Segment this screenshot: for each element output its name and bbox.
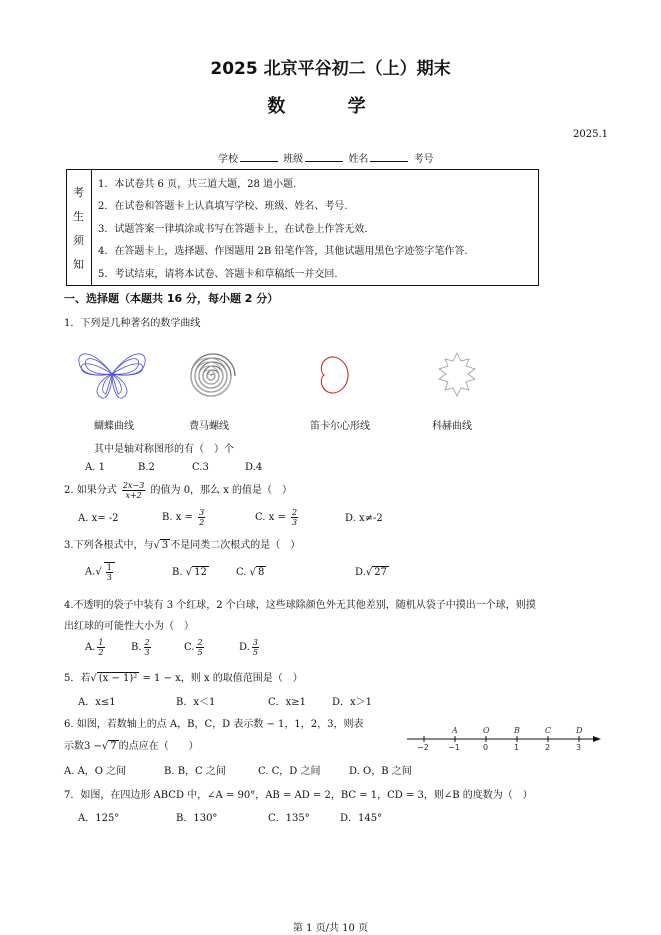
id-label: 考号 <box>413 154 434 165</box>
answer-option[interactable] <box>239 638 261 657</box>
q5-post: = 1 − x，则 x 的取值范围是（ ） <box>139 673 303 684</box>
subject-title: 数 学 <box>267 96 394 117</box>
answer-option[interactable]: D. O，B 之间 <box>349 766 412 777</box>
axis-tick-label: 1 <box>514 743 520 752</box>
answer-option[interactable]: C．x≥1 <box>268 697 307 708</box>
option-fraction <box>252 638 259 657</box>
q6-line1: 6. 如图，若数轴上的点 A，B，C，D 表示数 − 1，1，2，3，则表 <box>64 719 364 730</box>
axis-tick-label: 2 <box>545 743 551 752</box>
q2-pre: 2. 如果分式 <box>64 485 117 496</box>
spiral-icon <box>191 354 235 396</box>
class-blank[interactable] <box>305 151 343 162</box>
answer-option[interactable]: C. C，D 之间 <box>258 766 321 777</box>
answer-option[interactable] <box>355 567 389 578</box>
notice-item: 3．试题答案一律填涂或书写在答题卡上，在试卷上作答无效. <box>98 224 368 235</box>
answer-option[interactable]: D.4 <box>245 462 263 473</box>
fraction-numerator: 2 <box>144 638 150 647</box>
axis-tick-label: −1 <box>448 743 460 752</box>
butterfly-icon <box>79 354 145 398</box>
axis-point-label: B <box>514 726 520 735</box>
option-fraction <box>196 638 203 657</box>
section-title: 一、选择题（本题共 16 分，每小题 2 分） <box>64 292 279 305</box>
figure-caption: 费马螺线 <box>189 421 229 432</box>
q1-question: 其中是轴对称图形的有（ ）个 <box>94 444 234 455</box>
notice-label-char: 考 <box>73 186 84 199</box>
option-label: B. <box>172 567 183 578</box>
page-footer: 第 1 页/共 10 页 <box>292 923 369 934</box>
notice-item: 1．本试卷共 6 页，共三道大题，28 道小题. <box>98 179 297 190</box>
sqrt-expression: √ 12 <box>185 567 207 578</box>
answer-option[interactable] <box>236 567 266 578</box>
q6-line2 <box>64 737 199 752</box>
notice-item: 5．考试结束，请将本试卷、答题卡和草稿纸一并交回. <box>98 269 338 280</box>
fraction-denominator: 2 <box>98 648 104 657</box>
school-label: 学校 <box>218 154 238 165</box>
answer-option[interactable] <box>184 638 206 657</box>
sqrt-expression: √ 27 <box>365 567 387 578</box>
q3-stem <box>64 536 300 551</box>
axis-tick-label: 3 <box>576 743 582 752</box>
notice-label-char: 须 <box>73 234 84 247</box>
fraction-denominator: 3 <box>292 518 298 527</box>
answer-option[interactable] <box>131 638 153 657</box>
sqrt-expression: √ (x − 1)² <box>90 673 138 684</box>
q5-stem <box>64 669 303 684</box>
option-label: C. <box>184 642 195 653</box>
q2-stem <box>64 481 292 500</box>
option-label: A. <box>85 566 96 578</box>
name-blank[interactable] <box>370 151 408 162</box>
sqrt-expression: √ $\frac{1}{3}$ <box>95 562 116 582</box>
sqrt-expression: √ 3 <box>153 540 169 551</box>
student-info-line <box>218 150 434 165</box>
fraction-numerator: 3 <box>199 508 205 517</box>
q2-post: 的值为 0，那么 x 的值是（ ） <box>150 485 293 496</box>
axis-point-label: A <box>452 726 458 735</box>
fraction-denominator: 2 <box>199 518 205 527</box>
answer-option[interactable] <box>255 508 300 527</box>
exam-date: 2025.1 <box>573 129 608 140</box>
notice-label-char: 生 <box>73 210 84 223</box>
fraction-denominator: 5 <box>252 648 258 657</box>
fraction-numerator: 1 <box>106 563 112 572</box>
answer-option[interactable]: D. x≠-2 <box>345 513 383 524</box>
q4-line1: 4.不透明的袋子中装有 3 个红球，2 个白球，这些球除颜色外无其他差别，随机从袋子中摸出一个球，则摸 <box>64 600 536 611</box>
fraction-denominator: 3 <box>106 573 112 582</box>
answer-option[interactable]: A．125° <box>78 813 120 824</box>
option-label: D. <box>355 567 366 578</box>
answer-option[interactable]: B.2 <box>138 462 155 473</box>
figure-caption: 笛卡尔心形线 <box>310 421 370 432</box>
class-label: 班级 <box>283 154 304 165</box>
cardioid-figure <box>318 352 358 398</box>
exam-title: 2025 北京平谷初二（上）期末 <box>210 59 451 79</box>
fraction-numerator: 3 <box>252 638 258 647</box>
q2-fraction <box>122 481 145 500</box>
sqrt-expression: √ 7 <box>101 741 117 752</box>
q7-stem: 7．如图，在四边形 ABCD 中，∠A = 90°，AB = AD = 2，BC = 1，CD = 3，则∠B 的度数为（ ） <box>64 790 533 801</box>
arrow-right-icon <box>593 736 601 742</box>
option-label: C. <box>236 567 247 578</box>
fraction-denominator: 3 <box>144 648 150 657</box>
axis-tick-label: 0 <box>483 743 489 752</box>
notice-item: 4．在答题卡上，选择题、作图题用 2B 铅笔作答，其他试题用黑色字迹签字笔作答. <box>98 246 468 257</box>
figure-caption: 科赫曲线 <box>432 421 472 432</box>
fraction-numerator: 1 <box>98 638 104 647</box>
answer-option[interactable]: C．135° <box>268 813 310 824</box>
notice-label <box>67 170 92 285</box>
answer-option[interactable] <box>85 638 107 657</box>
answer-option[interactable]: A. A，O 之间 <box>64 766 127 777</box>
q6-line2-post: 的点应在（ ） <box>118 741 199 752</box>
option-fraction <box>291 508 298 527</box>
option-fraction <box>97 638 104 657</box>
option-fraction <box>104 562 115 582</box>
option-fraction <box>198 508 205 527</box>
answer-option[interactable] <box>172 567 209 578</box>
notice-label-char: 知 <box>73 258 84 271</box>
q3-post: 不是同类二次根式的是（ ） <box>170 540 301 551</box>
answer-option[interactable]: C.3 <box>192 462 209 473</box>
answer-option[interactable]: A. x= -2 <box>78 513 119 524</box>
answer-option[interactable]: D．145° <box>340 813 383 824</box>
answer-option[interactable]: B．x＜1 <box>176 697 216 708</box>
option-label: B. x = <box>162 512 193 523</box>
option-fraction <box>144 638 151 657</box>
figure-caption: 蝴蝶曲线 <box>94 421 134 432</box>
answer-option[interactable] <box>162 508 207 527</box>
fraction-denominator: x+2 <box>125 491 142 500</box>
q3-pre: 3.下列各根式中，与 <box>64 540 154 551</box>
answer-option[interactable]: A. 1 <box>85 462 105 473</box>
answer-option[interactable] <box>85 562 117 582</box>
fraction-denominator: 5 <box>197 648 203 657</box>
option-label: A. <box>85 642 96 653</box>
answer-option[interactable]: A．x≤1 <box>78 697 116 708</box>
name-label: 姓名 <box>348 154 369 165</box>
q5-pre: 5．若 <box>64 673 91 684</box>
notice-box <box>66 169 539 286</box>
answer-option[interactable]: B. B，C 之间 <box>164 766 226 777</box>
axis-tick-label: −2 <box>417 743 429 752</box>
q4-line2: 出红球的可能性大小为（ ） <box>64 621 194 632</box>
axis-point-label: D <box>576 726 583 735</box>
option-label: D. <box>239 642 250 653</box>
q1-stem: 1．下列是几种著名的数学曲线 <box>64 318 201 329</box>
butterfly-curve-figure <box>72 342 152 406</box>
notice-item: 2．在试卷和答题卡上认真填写学校、班级、姓名、考号. <box>98 201 348 212</box>
sqrt-expression: √ 8 <box>249 567 265 578</box>
option-label: C. x = <box>255 512 286 523</box>
fraction-numerator: 2 <box>197 638 203 647</box>
fraction-numerator: 2 <box>292 508 298 517</box>
cardioid-icon <box>321 357 348 393</box>
answer-option[interactable]: B．130° <box>176 813 218 824</box>
q6-line2-pre: 示数3 − <box>64 741 102 752</box>
number-line-figure <box>405 724 601 752</box>
axis-point-label: O <box>483 726 490 735</box>
axis-point-label: C <box>545 726 552 735</box>
fermat-spiral-figure <box>181 346 241 406</box>
answer-option[interactable]: D．x＞1 <box>332 697 373 708</box>
koch-curve-figure <box>432 350 482 400</box>
option-label: B. <box>131 642 142 653</box>
fraction-numerator: 2x−3 <box>122 481 145 490</box>
snowflake-icon <box>439 353 475 396</box>
school-blank[interactable] <box>240 151 278 162</box>
